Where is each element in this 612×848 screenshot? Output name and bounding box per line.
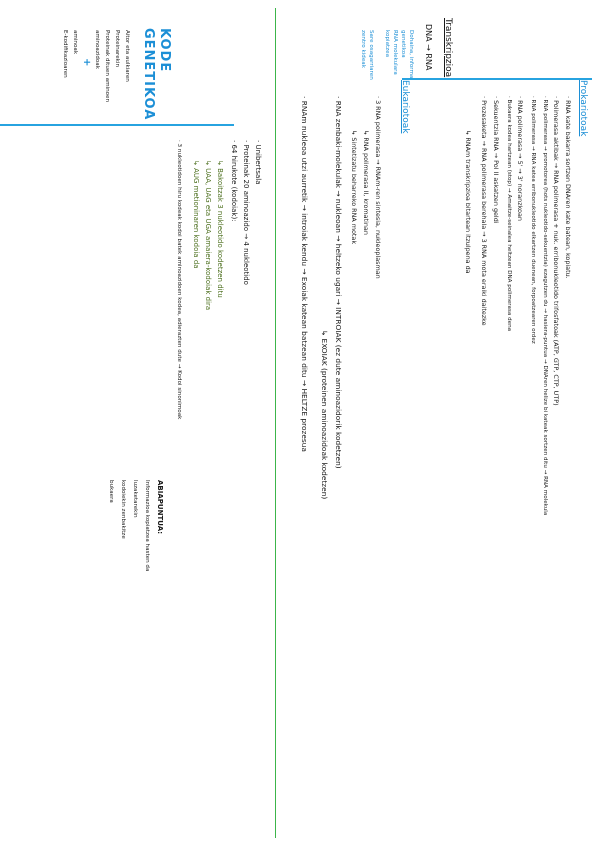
transk-note-4: kopiatzea xyxy=(384,30,390,57)
kode-footnote: · 3 nukleotidoen hiru kodeak kodoi batek aminoazidoen kodea, adierazten dute → Kodoi sinonimoak xyxy=(176,140,182,420)
section-divider xyxy=(275,8,276,838)
euka-line-4: · RNA zenbaki-molekulak → nukleoan → heltzeko ugari → INTROIAK (ez dute aminoazidorik kodetzen) xyxy=(334,96,343,469)
kode-line-3: · 64 hirukote (kodoiak): xyxy=(230,140,238,222)
branch-connector xyxy=(402,78,592,80)
kode-line-1: · Unibertsala xyxy=(254,140,262,185)
abia-line-3: kodoiekin zenbakitze xyxy=(120,480,126,539)
kode-green-3: ↳ AUG metioninaren kodoia da xyxy=(192,160,200,269)
eukariotoak-label: Eukariotoak xyxy=(400,80,410,134)
abia-line-2: luzaketarekin xyxy=(132,480,138,518)
proka-line-6: · Bukaera kodea hartzean (stop) → Amaitze-seinalea heltzean DNA polimerasa dena xyxy=(506,96,512,332)
transk-note-3: RNA molekulara xyxy=(392,30,398,75)
proka-line-5: · RNA polimerasa → 5' → 3' noranzkoan xyxy=(516,96,524,221)
proka-line-4: · RNA polimerasa → RNA katea erribonukleotido elkartzen duenean, forpoatzearen ordez xyxy=(530,96,536,344)
transk-note-2: genetikoa xyxy=(400,30,406,58)
kode-green-2: ↳ UAA, UAG eta UGA amaiera-kodoiak dira xyxy=(204,160,212,311)
proka-line-2: · Polimerasa aktibak → RNA polimerasa + nuk. erribonukleotido trifosfatoak (ATP, GTP, CTP, UTP) xyxy=(552,96,560,406)
euka-line-2: ↳ RNA polimerasa II, kromatinan xyxy=(362,130,370,235)
abiapuntua-title: ABIAPUNTUA: xyxy=(156,480,164,535)
euka-line-3: ↳ Sintetizatu beharreko RNA motak xyxy=(350,130,358,245)
proka-line-7: · Sekuentzia RNA → Pol II askatzen geldi xyxy=(492,96,500,224)
header-line-2: Proteinarekin xyxy=(114,30,120,67)
abia-line-4: bukaera xyxy=(108,480,114,503)
euka-line-5: ↳ EXOIAK (proteinen aminoazidoak kodetzen) xyxy=(320,330,329,500)
transk-blue-2: zentro kideak xyxy=(360,30,366,68)
transk-blue-1: Sare osagarriaren xyxy=(368,30,374,80)
header-line-7: E-kodifikazioaren xyxy=(62,30,68,78)
proka-line-1: · RNA kate bakarra sortzen DNAren kate batean, kopiatu. xyxy=(564,96,572,279)
header-separator xyxy=(0,124,234,126)
abia-line-1: Informazioa kopiatzea hasten da xyxy=(144,480,150,572)
proka-line-3: · RNA polimerasa → promotorea (hots nukleotido-sekuentzia) ezagutzen du → hasiera-puntua → DNAren helize bi kateak sortzen ditu → RNA molekula xyxy=(542,96,548,516)
title-kode: KODE xyxy=(157,28,172,73)
kode-green-1: ↳ Bakoitzak 3 nukleotido kodetzen ditu xyxy=(216,160,224,298)
euka-line-6: · RNAm nukleoa utzi aurretik → introiak kendu → Exoiak katean batzean ditu → HELTZE prozesua xyxy=(300,96,309,452)
kode-line-2: · Proteinak 20 aminoazido → 4 nukleotido xyxy=(242,140,250,285)
header-plus: + xyxy=(81,58,92,67)
prokariotoak-label: Prokariotoak xyxy=(578,80,588,137)
dna-rna: DNA → RNA xyxy=(424,24,433,71)
proka-line-8: · Prozesaketa → RNA polimerasa berehala → 3 RNA mota eraiki daitezke xyxy=(480,96,488,326)
header-line-6: aminoak xyxy=(72,30,78,55)
header-line-4: aminoazidoak xyxy=(94,30,100,69)
title-genetikoa: GENETIKOA xyxy=(141,28,156,121)
transk-note-1: Dohaina, informa xyxy=(408,30,414,79)
proka-line-9: ↳ RNAm transkripzioa bitartean itzulpena da xyxy=(464,130,472,274)
header-line-1: Aitor eta aulkiaren xyxy=(124,30,130,82)
transkripzioa-title: Transkripzioa xyxy=(443,18,453,78)
header-line-3: Proteinak dituen aminoen xyxy=(104,30,110,103)
euka-line-1: · 3 RNA polimerasa → RNAm-ren sintesia, nukleoplasman xyxy=(374,96,382,279)
